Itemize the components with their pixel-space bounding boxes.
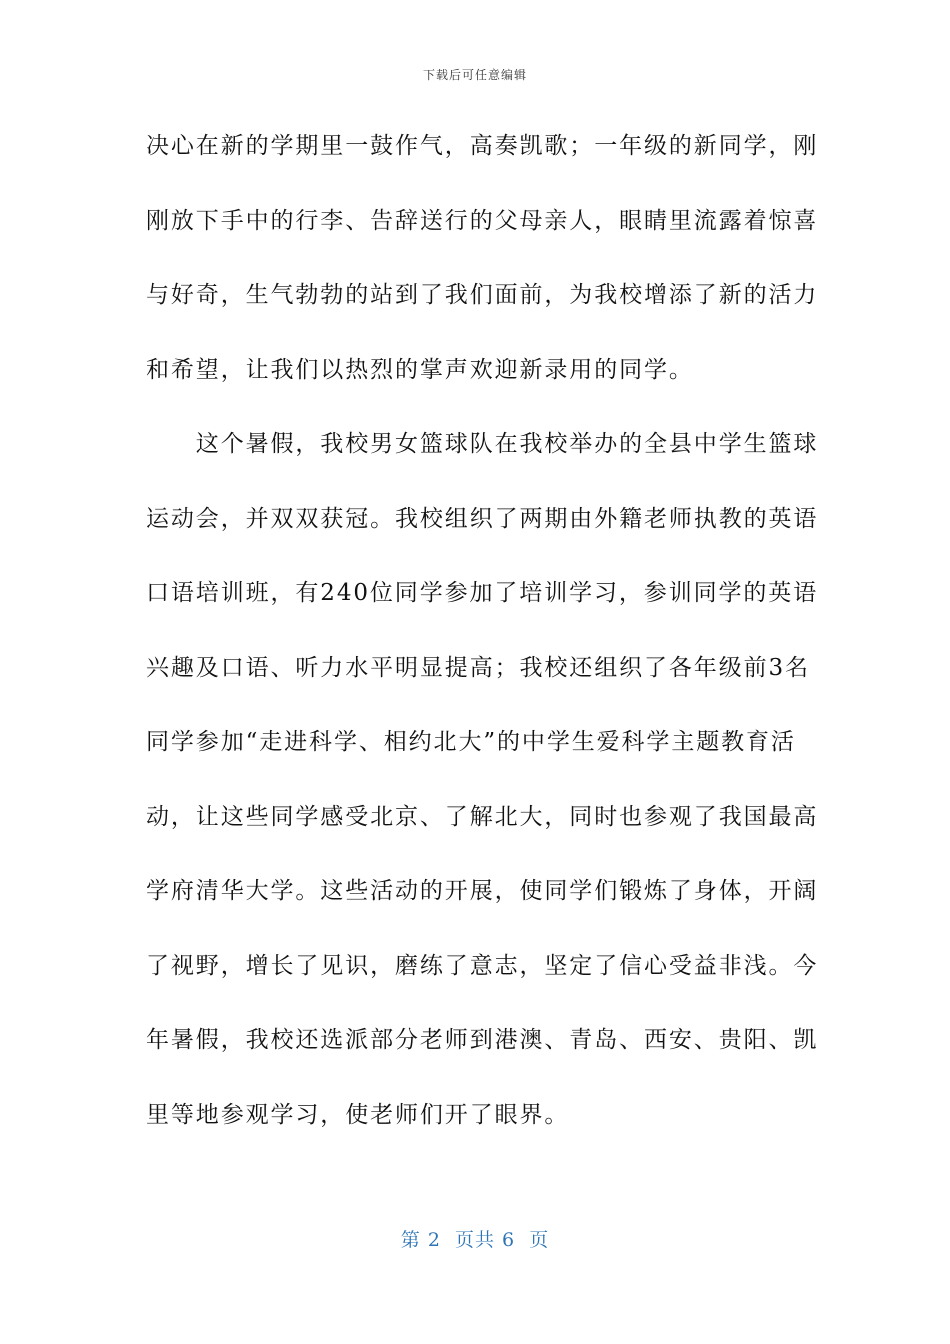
body-line: 兴趣及口语、听力水平明显提高；我校还组织了各年级前3名: [146, 654, 810, 681]
body-line: 运动会，并双双获冠。我校组织了两期由外籍老师执教的英语: [146, 505, 819, 532]
page-footer: [0, 1225, 950, 1252]
page-number: 第 2 页共 6 页: [400, 1229, 550, 1251]
body-line: 同学参加“走进科学、相约北大”的中学生爱科学主题教育活: [146, 729, 796, 755]
body-line: 这个暑假，我校男女篮球队在我校举办的全县中学生篮球: [146, 431, 819, 457]
body-line: 口语培训班，有240位同学参加了培训学习，参训同学的英语: [146, 580, 819, 606]
page-header: 下载后可任意编辑: [422, 68, 527, 82]
body-line: 和希望，让我们以热烈的掌声欢迎新录用的同学。: [146, 356, 694, 383]
document-body: [146, 124, 819, 1167]
body-line: 年暑假，我校还选派部分老师到港澳、青岛、西安、贵阳、凯: [146, 1027, 819, 1053]
body-line: 决心在新的学期里一鼓作气，高奏凯歌；一年级的新同学，刚: [146, 133, 819, 159]
body-line: 与好奇，生气勃勃的站到了我们面前，为我校增添了新的活力: [146, 282, 819, 308]
body-line: 了视野，增长了见识，磨练了意志，坚定了信心受益非浅。今: [146, 952, 819, 979]
body-line: 学府清华大学。这些活动的开展，使同学们锻炼了身体，开阔: [146, 878, 819, 904]
body-line: 里等地参观学习，使老师们开了眼界。: [146, 1101, 570, 1128]
body-line: 刚放下手中的行李、告辞送行的父母亲人，眼睛里流露着惊喜: [146, 207, 819, 234]
body-line: 动，让这些同学感受北京、了解北大，同时也参观了我国最高: [146, 803, 819, 830]
